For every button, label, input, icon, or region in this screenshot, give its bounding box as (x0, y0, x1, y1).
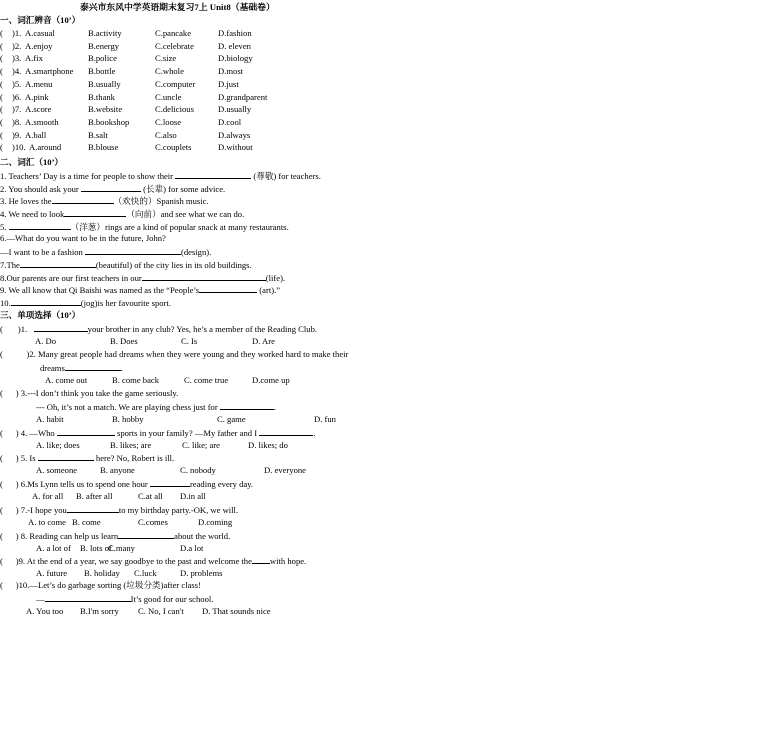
item-number: )10. (12, 142, 26, 153)
vocab-item-4-post: and see what we can do. (160, 209, 245, 219)
vocab-item-2-post: for some advice. (166, 184, 226, 194)
item-number: )3. (12, 53, 22, 64)
vocab-item-10 (0, 297, 171, 309)
option-b[interactable]: B.bottle (88, 66, 116, 77)
mc-question-2-text: )2. Many great people had dreams when they were young and they worked hard to make their (26, 349, 349, 359)
vocab-item-1-text: 1. Teachers’ Day is a time for people to show their (0, 171, 176, 181)
vocab-item-2-text: 2. You should ask your (0, 184, 81, 194)
answer-blank[interactable] (34, 323, 88, 332)
mc-question-5-options (0, 465, 400, 476)
vocab-item-9-text: 9. We all know that Qi Baishi was named as the “People’s (0, 285, 200, 295)
vocab-item-10-post: (jog)is her favourite sport. (80, 298, 171, 308)
pronunciation-item (0, 104, 330, 115)
option-a[interactable]: A. to come (28, 517, 66, 527)
option-d[interactable]: D. fun (314, 414, 336, 424)
option-c[interactable]: C.loose (155, 116, 182, 127)
answer-paren[interactable]: ( (0, 428, 16, 438)
answer-blank[interactable] (150, 478, 190, 487)
mc-question-3-options (0, 414, 400, 425)
mc-question-7-options (0, 517, 400, 528)
answer-blank[interactable] (38, 452, 94, 461)
option-d[interactable]: D.a lot (180, 543, 204, 553)
answer-paren[interactable]: ( (0, 91, 3, 102)
option-d[interactable]: D.in all (180, 491, 206, 501)
mc-question-5 (0, 452, 174, 464)
section2-heading: 二、词汇（10’） (0, 157, 64, 167)
pronunciation-item (0, 53, 330, 64)
vocab-item-7-text: 7.The (0, 260, 20, 270)
option-c[interactable]: C.uncle (155, 91, 182, 102)
vocab-item-9-post: (art).” (257, 285, 281, 295)
mc-question-10-cont (36, 593, 213, 605)
option-a[interactable]: A.ball (25, 129, 47, 140)
item-number: )4. (12, 66, 22, 77)
option-d[interactable]: D.without (218, 142, 253, 153)
answer-blank[interactable] (20, 259, 96, 268)
option-b[interactable]: B.police (88, 53, 117, 64)
answer-blank[interactable] (45, 593, 131, 602)
option-a[interactable]: A.casual (25, 28, 55, 38)
mc-question-3 (0, 388, 178, 399)
pronunciation-item (0, 130, 330, 141)
vocab-item-3-post: Spanish music. (156, 196, 209, 206)
mc-question-7-text-end: to my birthday party.-OK, we will. (118, 505, 239, 515)
option-c[interactable]: C. like; are (182, 440, 220, 450)
vocab-item-4 (0, 208, 244, 220)
vocab-item-5 (0, 221, 289, 233)
mc-question-5-text: here? No, Robert is ill. (95, 453, 175, 463)
answer-paren[interactable]: ( ) (0, 324, 21, 334)
vocab-item-5-text: 5. (0, 222, 9, 232)
mc-question-2-options (0, 375, 400, 386)
answer-paren[interactable]: ( (0, 116, 3, 127)
option-b[interactable]: B. anyone (100, 465, 135, 475)
answer-blank[interactable] (85, 246, 181, 255)
vocab-item-1 (0, 170, 321, 182)
answer-blank[interactable] (199, 284, 257, 293)
option-c[interactable]: C.also (155, 129, 177, 140)
vocab-item-6b (0, 246, 211, 258)
answer-blank[interactable] (11, 297, 81, 306)
option-c[interactable]: C.comes (138, 517, 168, 527)
mc-question-2-cont-text: dreams (40, 363, 65, 373)
mc-question-7 (0, 504, 238, 516)
mc-question-8-options (0, 543, 400, 554)
vocab-item-10-text: 10. (0, 298, 11, 308)
answer-paren[interactable]: ( (0, 104, 3, 115)
option-a[interactable]: A.enjoy (25, 40, 53, 51)
mc-question-9-text-end: with hope. (269, 556, 307, 566)
vocab-item-3 (0, 195, 209, 207)
option-d[interactable]: D. That sounds nice (202, 606, 271, 616)
answer-paren[interactable]: ( (0, 78, 3, 89)
pronunciation-item (0, 66, 330, 77)
option-c[interactable]: C.computer (155, 78, 196, 89)
mc-question-6-text: ) 6.Ms Lynn tells us to spend one hour (15, 479, 148, 489)
option-c[interactable]: C.luck (134, 568, 157, 578)
answer-blank[interactable] (65, 362, 121, 371)
option-a[interactable]: A. You too (26, 606, 64, 616)
worksheet-title: 泰兴市东风中学英语期末复习7上 Unit8（基础卷） (80, 2, 275, 12)
mc-question-8-text: ) 8. Reading can help us learn (15, 531, 119, 541)
option-c[interactable]: C.celebrate (155, 40, 194, 51)
answer-paren[interactable]: ( (0, 66, 3, 77)
mc-question-5-number: ) 5. Is (15, 453, 36, 463)
option-c[interactable]: C.at all (138, 491, 163, 501)
mc-question-6-text-end: reading every day. (189, 479, 254, 489)
mc-question-1-number: 1. (20, 324, 28, 334)
answer-blank[interactable] (57, 427, 115, 436)
mc-question-7-text: ) 7.-I hope you (15, 505, 67, 515)
item-number: )7. (12, 104, 22, 115)
mc-question-2 (0, 349, 348, 360)
option-d[interactable]: D.grandparent (218, 91, 268, 102)
vocab-item-5-post: rings are a kind of popular snack at many restaurants. (104, 222, 289, 232)
pronunciation-item (0, 142, 330, 153)
mc-question-9 (0, 555, 306, 567)
option-d[interactable]: D. likes; do (248, 440, 288, 450)
option-b[interactable]: B.I'm sorry (80, 606, 119, 616)
answer-blank[interactable] (81, 183, 141, 192)
vocab-item-8-text: 8.Our parents are our first teachers in our (0, 273, 142, 283)
answer-blank[interactable] (142, 272, 266, 281)
answer-paren[interactable]: ( (0, 40, 3, 51)
option-b[interactable]: B. hobby (112, 414, 144, 424)
option-d[interactable]: D.biology (218, 53, 253, 64)
vocab-item-8 (0, 272, 285, 284)
answer-blank[interactable] (252, 555, 270, 564)
option-b[interactable]: B. likes; are (110, 440, 152, 450)
answer-paren[interactable]: ( (0, 142, 3, 153)
answer-paren[interactable]: ( (0, 531, 16, 541)
section3-heading: 三、单项选择（10’） (0, 310, 81, 320)
option-b[interactable]: B. come back (112, 375, 160, 385)
mc-question-3-text: ) 3.---I don’t think you take the game seriously. (15, 388, 179, 398)
vocab-item-7-post: (beautiful) of the city lies in its old buildings. (95, 260, 252, 270)
option-c[interactable]: C.delicious (155, 104, 194, 115)
item-number: )8. (12, 116, 22, 127)
vocab-item-9 (0, 284, 280, 296)
answer-paren[interactable]: ( (0, 349, 27, 359)
answer-paren[interactable]: ( (0, 453, 16, 463)
vocab-item-4-text: 4. We need to look (0, 209, 65, 219)
option-d[interactable]: D.come up (252, 375, 290, 385)
mc-question-1-text: your brother in any club? Yes, he’s a member of the Reading Club. (87, 324, 318, 334)
mc-question-10 (0, 580, 201, 591)
answer-paren[interactable]: ( (0, 479, 16, 489)
mc-question-1 (0, 323, 317, 335)
mc-question-10-options (0, 606, 400, 617)
option-c[interactable]: C.size (155, 53, 177, 64)
vocab-item-8-post: (life). (265, 273, 286, 283)
answer-paren[interactable]: ( (0, 28, 3, 38)
option-a[interactable]: A.menu (25, 78, 53, 89)
vocab-item-7 (0, 259, 252, 271)
option-a[interactable]: A. future (36, 568, 68, 578)
answer-blank[interactable] (9, 221, 71, 230)
vocab-item-1-post: for teachers. (276, 171, 321, 181)
vocab-item-6b-text: —I want to be a fashion (0, 247, 85, 257)
answer-blank[interactable] (175, 170, 251, 179)
answer-blank[interactable] (64, 208, 126, 217)
option-d[interactable]: D. eleven (218, 40, 251, 51)
option-d[interactable]: D.usually (218, 104, 252, 115)
option-a[interactable]: A. a lot of (36, 543, 71, 553)
mc-question-3-cont: --- Oh, it’s not a match. We are playing chess just for . (36, 402, 277, 412)
item-number: )9. (12, 129, 22, 140)
option-a[interactable]: A. for all (32, 491, 64, 501)
mc-question-4-options (0, 440, 400, 451)
mc-question-9-options (0, 568, 400, 579)
option-a[interactable]: A.pink (25, 91, 49, 102)
mc-question-6 (0, 478, 253, 490)
option-c[interactable]: C.whole (155, 66, 184, 77)
option-b[interactable]: B.thank (88, 91, 115, 102)
mc-question-10-text: )10.—Let’s do garbage sorting (垃圾分类)after class! (15, 580, 201, 590)
vocab-item-6b-post: (design). (180, 247, 212, 257)
option-c[interactable]: C. nobody (180, 465, 216, 475)
option-b[interactable]: B.usually (88, 78, 121, 89)
item-number: )1. (12, 28, 22, 38)
option-d[interactable]: D.cool (218, 116, 242, 127)
answer-blank[interactable] (259, 427, 313, 436)
mc-question-1-options (0, 336, 400, 347)
option-c[interactable]: C.many (108, 543, 135, 553)
mc-question-4-number: ) 4. —Who (15, 428, 55, 438)
option-b[interactable]: B.bookshop (88, 116, 130, 127)
answer-blank[interactable] (118, 530, 174, 539)
option-d[interactable]: D. Are (252, 336, 275, 346)
item-number: )6. (12, 91, 22, 102)
option-a[interactable]: A.around (29, 142, 62, 153)
mc-question-8-text-end: about the world. (174, 531, 231, 541)
option-b[interactable]: B.salt (88, 129, 108, 140)
answer-paren[interactable]: ( (0, 556, 16, 566)
pronunciation-item (0, 117, 330, 128)
section1-heading: 一、词汇辨音（10’） (0, 15, 81, 25)
option-c[interactable]: C. Is (181, 336, 198, 346)
vocab-item-3-text: 3. He loves the (0, 196, 52, 206)
mc-question-8 (0, 530, 230, 542)
vocab-item-1-hint: (尊敬) (253, 171, 277, 181)
answer-paren[interactable]: ( (0, 505, 16, 515)
option-a[interactable]: A. habit (36, 414, 64, 424)
option-a[interactable]: A.smooth (25, 116, 59, 127)
pronunciation-item (0, 79, 330, 90)
option-c[interactable]: C. come true (184, 375, 229, 385)
option-b[interactable]: B.website (88, 104, 123, 115)
option-a[interactable]: A. come out (45, 375, 88, 385)
mc-question-6-options (0, 491, 400, 502)
option-b[interactable]: B. come (72, 517, 101, 527)
vocab-item-6: 6.—What do you want to be in the future, John? (0, 233, 166, 243)
answer-paren[interactable]: ( (0, 388, 16, 398)
answer-paren[interactable]: ( (0, 580, 16, 590)
option-b[interactable]: B.blouse (88, 142, 119, 153)
option-b[interactable]: B.activity (88, 28, 122, 38)
item-number: )5. (12, 78, 22, 89)
option-b[interactable]: B. after all (76, 491, 113, 501)
option-b[interactable]: B.energy (88, 40, 120, 51)
option-b[interactable]: B. holiday (84, 568, 120, 578)
answer-blank[interactable] (52, 195, 114, 204)
option-d[interactable]: D.most (218, 66, 244, 77)
option-a[interactable]: A.fix (25, 53, 43, 64)
option-d[interactable]: D.always (218, 129, 251, 140)
option-a[interactable]: A.score (25, 104, 52, 115)
vocab-item-3-hint: （欢快的） (113, 196, 157, 206)
option-a[interactable]: A. Do (35, 336, 57, 346)
option-c[interactable]: C. No, I can't (138, 606, 184, 616)
vocab-item-2-hint: (长辈) (143, 184, 167, 194)
option-a[interactable]: A. someone (36, 465, 78, 475)
option-c[interactable]: C.pancake (155, 28, 192, 38)
option-d[interactable]: D.coming (198, 517, 233, 527)
answer-blank[interactable] (220, 401, 274, 410)
option-b[interactable]: B. lots of (80, 543, 112, 553)
pronunciation-item (0, 28, 330, 39)
vocab-item-4-hint: （向前） (126, 209, 161, 219)
mc-question-9-text: )9. At the end of a year, we say goodbye to the past and welcome the (15, 556, 252, 566)
mc-question-3-cont-text: --- Oh, it’s not a match. We are playing chess just for (36, 402, 218, 412)
option-d[interactable]: D.fashion (218, 28, 252, 38)
option-a[interactable]: A.smartphone (25, 66, 74, 77)
answer-paren[interactable]: ( (0, 53, 3, 64)
mc-question-10-cont-text: It’s good for our school. (130, 594, 214, 604)
answer-blank[interactable] (67, 504, 119, 513)
option-d[interactable]: D. everyone (264, 465, 306, 475)
pronunciation-item (0, 92, 330, 103)
vocab-item-5-hint: （洋葱） (70, 222, 105, 232)
mc-question-4: ( ) 4. —Who sports in your family? —My father and I . (0, 428, 316, 438)
option-c[interactable]: C.couplets (155, 142, 192, 153)
option-a[interactable]: A. like; does (36, 440, 80, 450)
option-d[interactable]: D. problems (180, 568, 223, 578)
vocab-item-2 (0, 183, 225, 195)
mc-question-4-text: sports in your family? —My father and I (116, 428, 258, 438)
option-b[interactable]: B. Does (110, 336, 138, 346)
answer-paren[interactable]: ( (0, 129, 3, 140)
option-c[interactable]: C. game (217, 414, 246, 424)
item-number: )2. (12, 40, 22, 51)
mc-question-2-cont: dreams . (40, 363, 123, 373)
pronunciation-item (0, 41, 330, 52)
option-d[interactable]: D.just (218, 78, 239, 89)
mc-question-10-dash: — (36, 594, 45, 604)
